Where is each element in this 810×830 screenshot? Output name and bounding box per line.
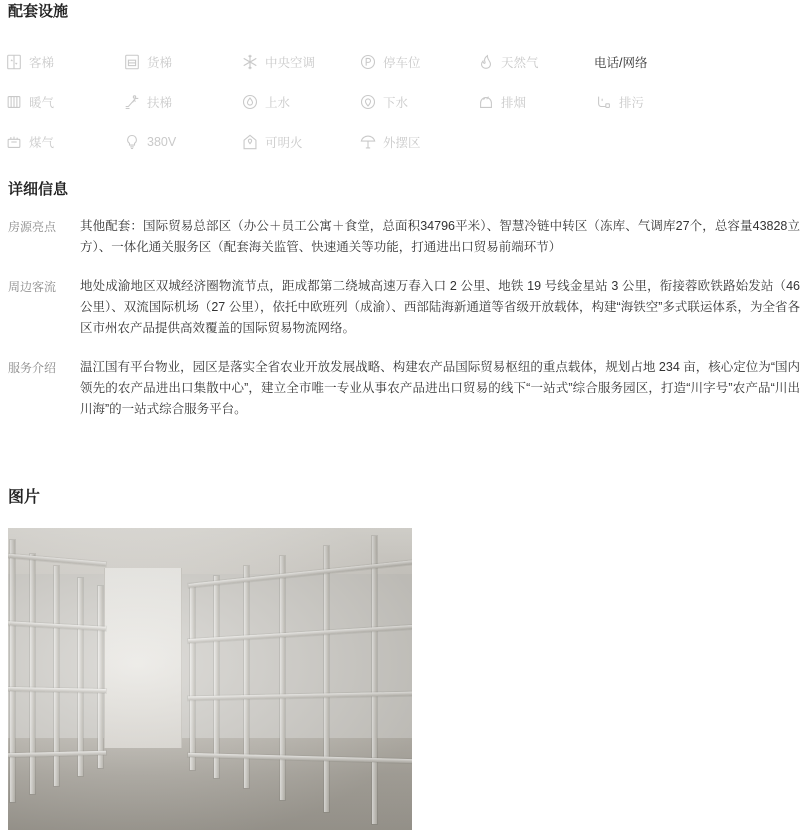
detail-row-service-intro (8, 357, 800, 420)
outdoor-area-icon (358, 132, 378, 152)
facility-label: 客梯 (29, 56, 55, 70)
photos-section-title: 图片 (8, 489, 41, 506)
rack-post (372, 536, 377, 824)
radiator-icon (4, 92, 24, 112)
details-section-title: 详细信息 (8, 181, 69, 198)
facility-label: 上水 (265, 96, 291, 110)
elevator-icon (4, 52, 24, 72)
facility-item-huoti[interactable] (122, 42, 240, 82)
rack-post (280, 556, 285, 800)
photo-back-wall (104, 568, 182, 748)
facility-label: 下水 (383, 96, 409, 110)
facility-label: 可明火 (265, 136, 303, 150)
facility-label: 外摆区 (383, 136, 421, 150)
rack-beam (188, 692, 412, 701)
rack-post (78, 578, 83, 776)
rack-beam (188, 625, 412, 643)
facility-item-natural-gas[interactable] (476, 42, 594, 82)
facility-item-heating[interactable] (4, 82, 122, 122)
facility-item-parking[interactable] (358, 42, 476, 82)
flame-icon (476, 52, 496, 72)
rack-post (10, 540, 15, 802)
facility-item-escalator[interactable] (122, 82, 240, 122)
rack-post (190, 584, 195, 770)
water-supply-icon (240, 92, 260, 112)
facility-label: 暖气 (29, 96, 55, 110)
facility-label: 380V (147, 135, 177, 149)
drain-icon (358, 92, 378, 112)
detail-label: 房源亮点 (8, 220, 57, 234)
escalator-icon (122, 92, 142, 112)
detail-label: 服务介绍 (8, 361, 57, 375)
detail-label: 周边客流 (8, 280, 57, 294)
facility-label: 中央空调 (265, 56, 316, 70)
warehouse-photo (8, 528, 412, 830)
facility-label: 电话/网络 (594, 56, 648, 70)
bulb-icon (122, 132, 142, 152)
facility-label: 排污 (619, 96, 645, 110)
facility-label: 煤气 (29, 136, 55, 150)
facility-item-phone-network[interactable] (594, 42, 712, 82)
facility-label: 天然气 (501, 56, 539, 70)
parking-icon (358, 52, 378, 72)
facility-item-smoke-exhaust[interactable] (476, 82, 594, 122)
facilities-grid (4, 42, 804, 162)
freight-elevator-icon (122, 52, 142, 72)
detail-value: 地处成渝地区双城经济圈物流节点，距成都第二绕城高速万春入口 2 公里、地铁 19 号线金星站 3 公里，衔接蓉欧铁路始发站（46 公里）、双流国际机场（27 公里），依托中欧班列（成渝）、西部陆海新通道等省级开放载体，构建“海铁空”多式联运体系，为全省各区市州农产品提供高效覆盖的国际贸易物流网络。 (80, 279, 800, 335)
gas-icon (4, 132, 24, 152)
facility-item-open-fire[interactable] (240, 122, 358, 162)
facility-label: 扶梯 (147, 96, 173, 110)
detail-row-highlights (8, 216, 800, 258)
snowflake-icon (240, 52, 260, 72)
facility-item-coal-gas[interactable] (4, 122, 122, 162)
details-list (8, 216, 800, 438)
detail-value: 温江国有平台物业，园区是落实全省农业开放发展战略、构建农产品国际贸易枢纽的重点载体，规划占地 234 亩，核心定位为“国内领先的农产品进出口集散中心”，建立全市唯一专业从事农产品进出口贸易的线下“一站式”综合服务园区，打造“川字号”农产品“川出川海”的一站式综合服务平台。 (80, 360, 800, 416)
facility-item-central-ac[interactable] (240, 42, 358, 82)
facilities-section-title: 配套设施 (8, 3, 69, 20)
facility-label: 排烟 (501, 96, 527, 110)
detail-row-surrounding-traffic (8, 276, 800, 339)
detail-value: 其他配套：国际贸易总部区（办公＋员工公寓＋食堂，总面积34796平米）、智慧冷链中转区（冻库、气调库27个，总容量43828立方）、一体化通关服务区（配套海关监管、快速通关等功能，打通进出口贸易前端环节） (80, 219, 800, 254)
facility-item-outdoor-area[interactable] (358, 122, 476, 162)
facility-item-380v[interactable] (122, 122, 240, 162)
facility-item-drainage[interactable] (358, 82, 476, 122)
rack-post (98, 586, 103, 768)
facility-item-keti[interactable] (4, 42, 122, 82)
facility-item-sewage[interactable] (594, 82, 712, 122)
facility-item-water-supply[interactable] (240, 82, 358, 122)
facility-label: 货梯 (147, 56, 173, 70)
rack-post (324, 546, 329, 812)
open-fire-icon (240, 132, 260, 152)
photo-thumbnail[interactable] (8, 528, 412, 830)
smoke-exhaust-icon (476, 92, 496, 112)
facility-label: 停车位 (383, 56, 421, 70)
rack-post (214, 576, 219, 778)
rack-post (30, 554, 35, 794)
sewage-icon (594, 92, 614, 112)
